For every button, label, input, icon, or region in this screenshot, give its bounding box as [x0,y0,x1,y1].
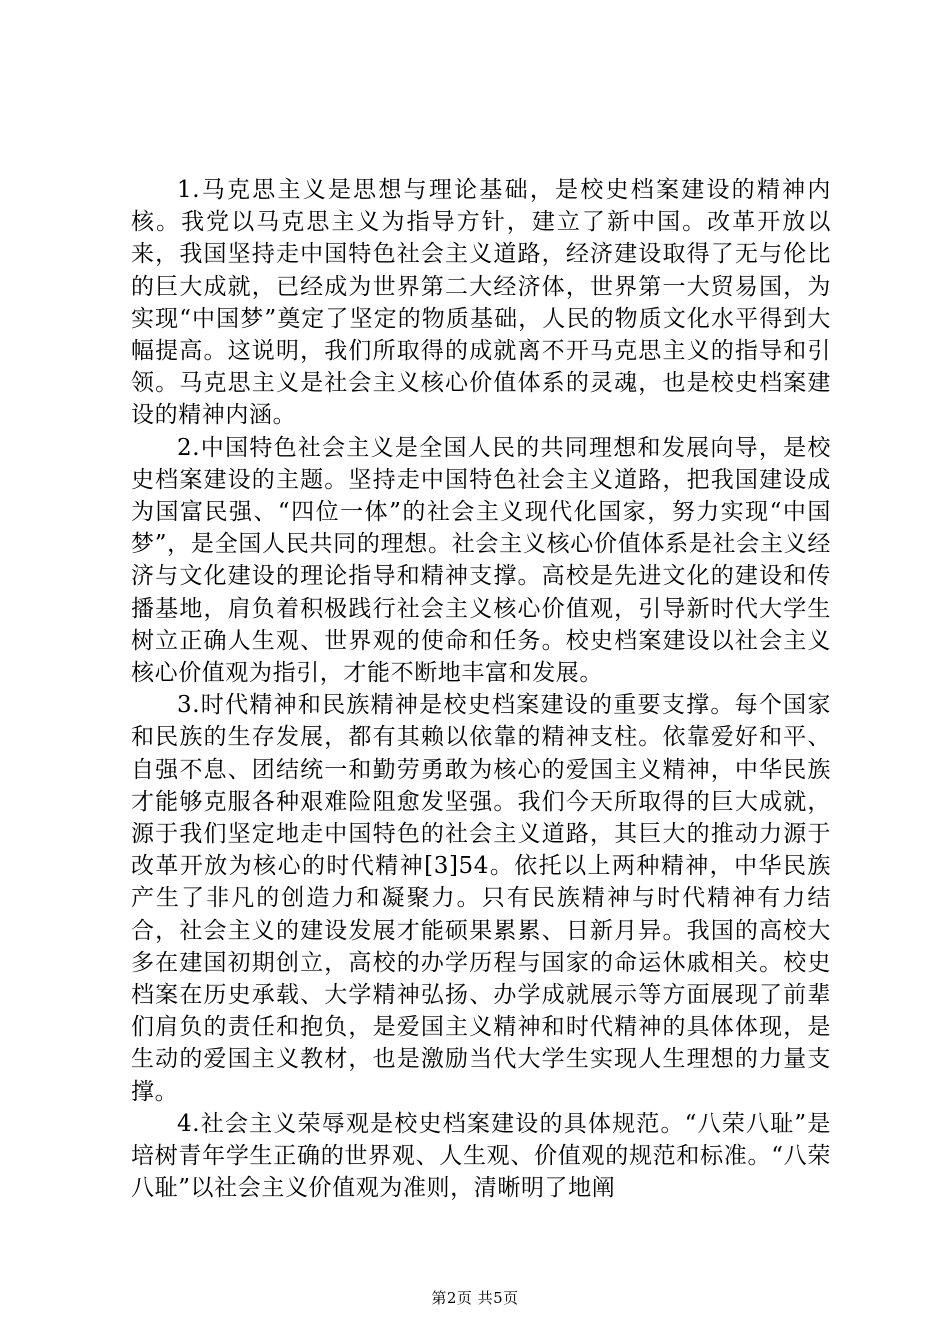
paragraph-1: 1.马克思主义是思想与理论基础，是校史档案建设的精神内核。我党以马克思主义为指导方针，建立了新中国。改革开放以来，我国坚持走中国特色社会主义道路，经济建设取得了无与伦比的巨大成就，已经成为世界第二大经济体，世界第一大贸易国，为实现“中国梦”奠定了坚定的物质基础，人民的物质文化水平得到大幅提高。这说明，我们所取得的成就离不开马克思主义的指导和引领。马克思主义是社会主义核心价值体系的灵魂，也是校史档案建设的精神内涵。 [131,177,831,429]
paragraph-4: 4.社会主义荣辱观是校史档案建设的具体规范。“八荣八耻”是培树青年学生正确的世界观、人生观、价值观的规范和标准。“八荣八耻”以社会主义价值观为准则，清晰明了地阐 [131,1110,831,1202]
paragraph-2: 2.中国特色社会主义是全国人民的共同理想和发展向导，是校史档案建设的主题。坚持走中国特色社会主义道路，把我国建设成为国富民强、“四位一体”的社会主义现代化国家，努力实现“中国梦”，是全国人民共同的理想。社会主义核心价值体系是社会主义经济与文化建设的理论指导和精神支撑。高校是先进文化的建设和传播基地，肩负着积极践行社会主义核心价值观，引导新时代大学生树立正确人生观、世界观的使命和任务。校史档案建设以社会主义核心价值观为指引，才能不断地丰富和发展。 [131,434,831,687]
page-number-footer: 第2页 共5页 [431,1289,519,1307]
document-body [131,174,831,1205]
paragraph-3: 3.时代精神和民族精神是校史档案建设的重要支撑。每个国家和民族的生存发展，都有其赖以依靠的精神支柱。依靠爱好和平、自强不息、团结统一和勤劳勇敢为核心的爱国主义精神，中华民族才能够克服各种艰难险阻愈发坚强。我们今天所取得的巨大成就，源于我们坚定地走中国特色的社会主义道路，其巨大的推动力源于改革开放为核心的时代精神[3]54。依托以上两种精神，中华民族产生了非凡的创造力和凝聚力。只有民族精神与时代精神有力结合，社会主义的建设发展才能硕果累累、日新月异。我国的高校大多在建国初期创立，高校的办学历程与国家的命运休戚相关。校史档案在历史承载、大学精神弘扬、办学成就展示等方面展现了前辈们肩负的责任和抱负，是爱国主义精神和时代精神的具体体现，是生动的爱国主义教材，也是激励当代大学生实现人生理想的力量支撑。 [131,692,831,1105]
